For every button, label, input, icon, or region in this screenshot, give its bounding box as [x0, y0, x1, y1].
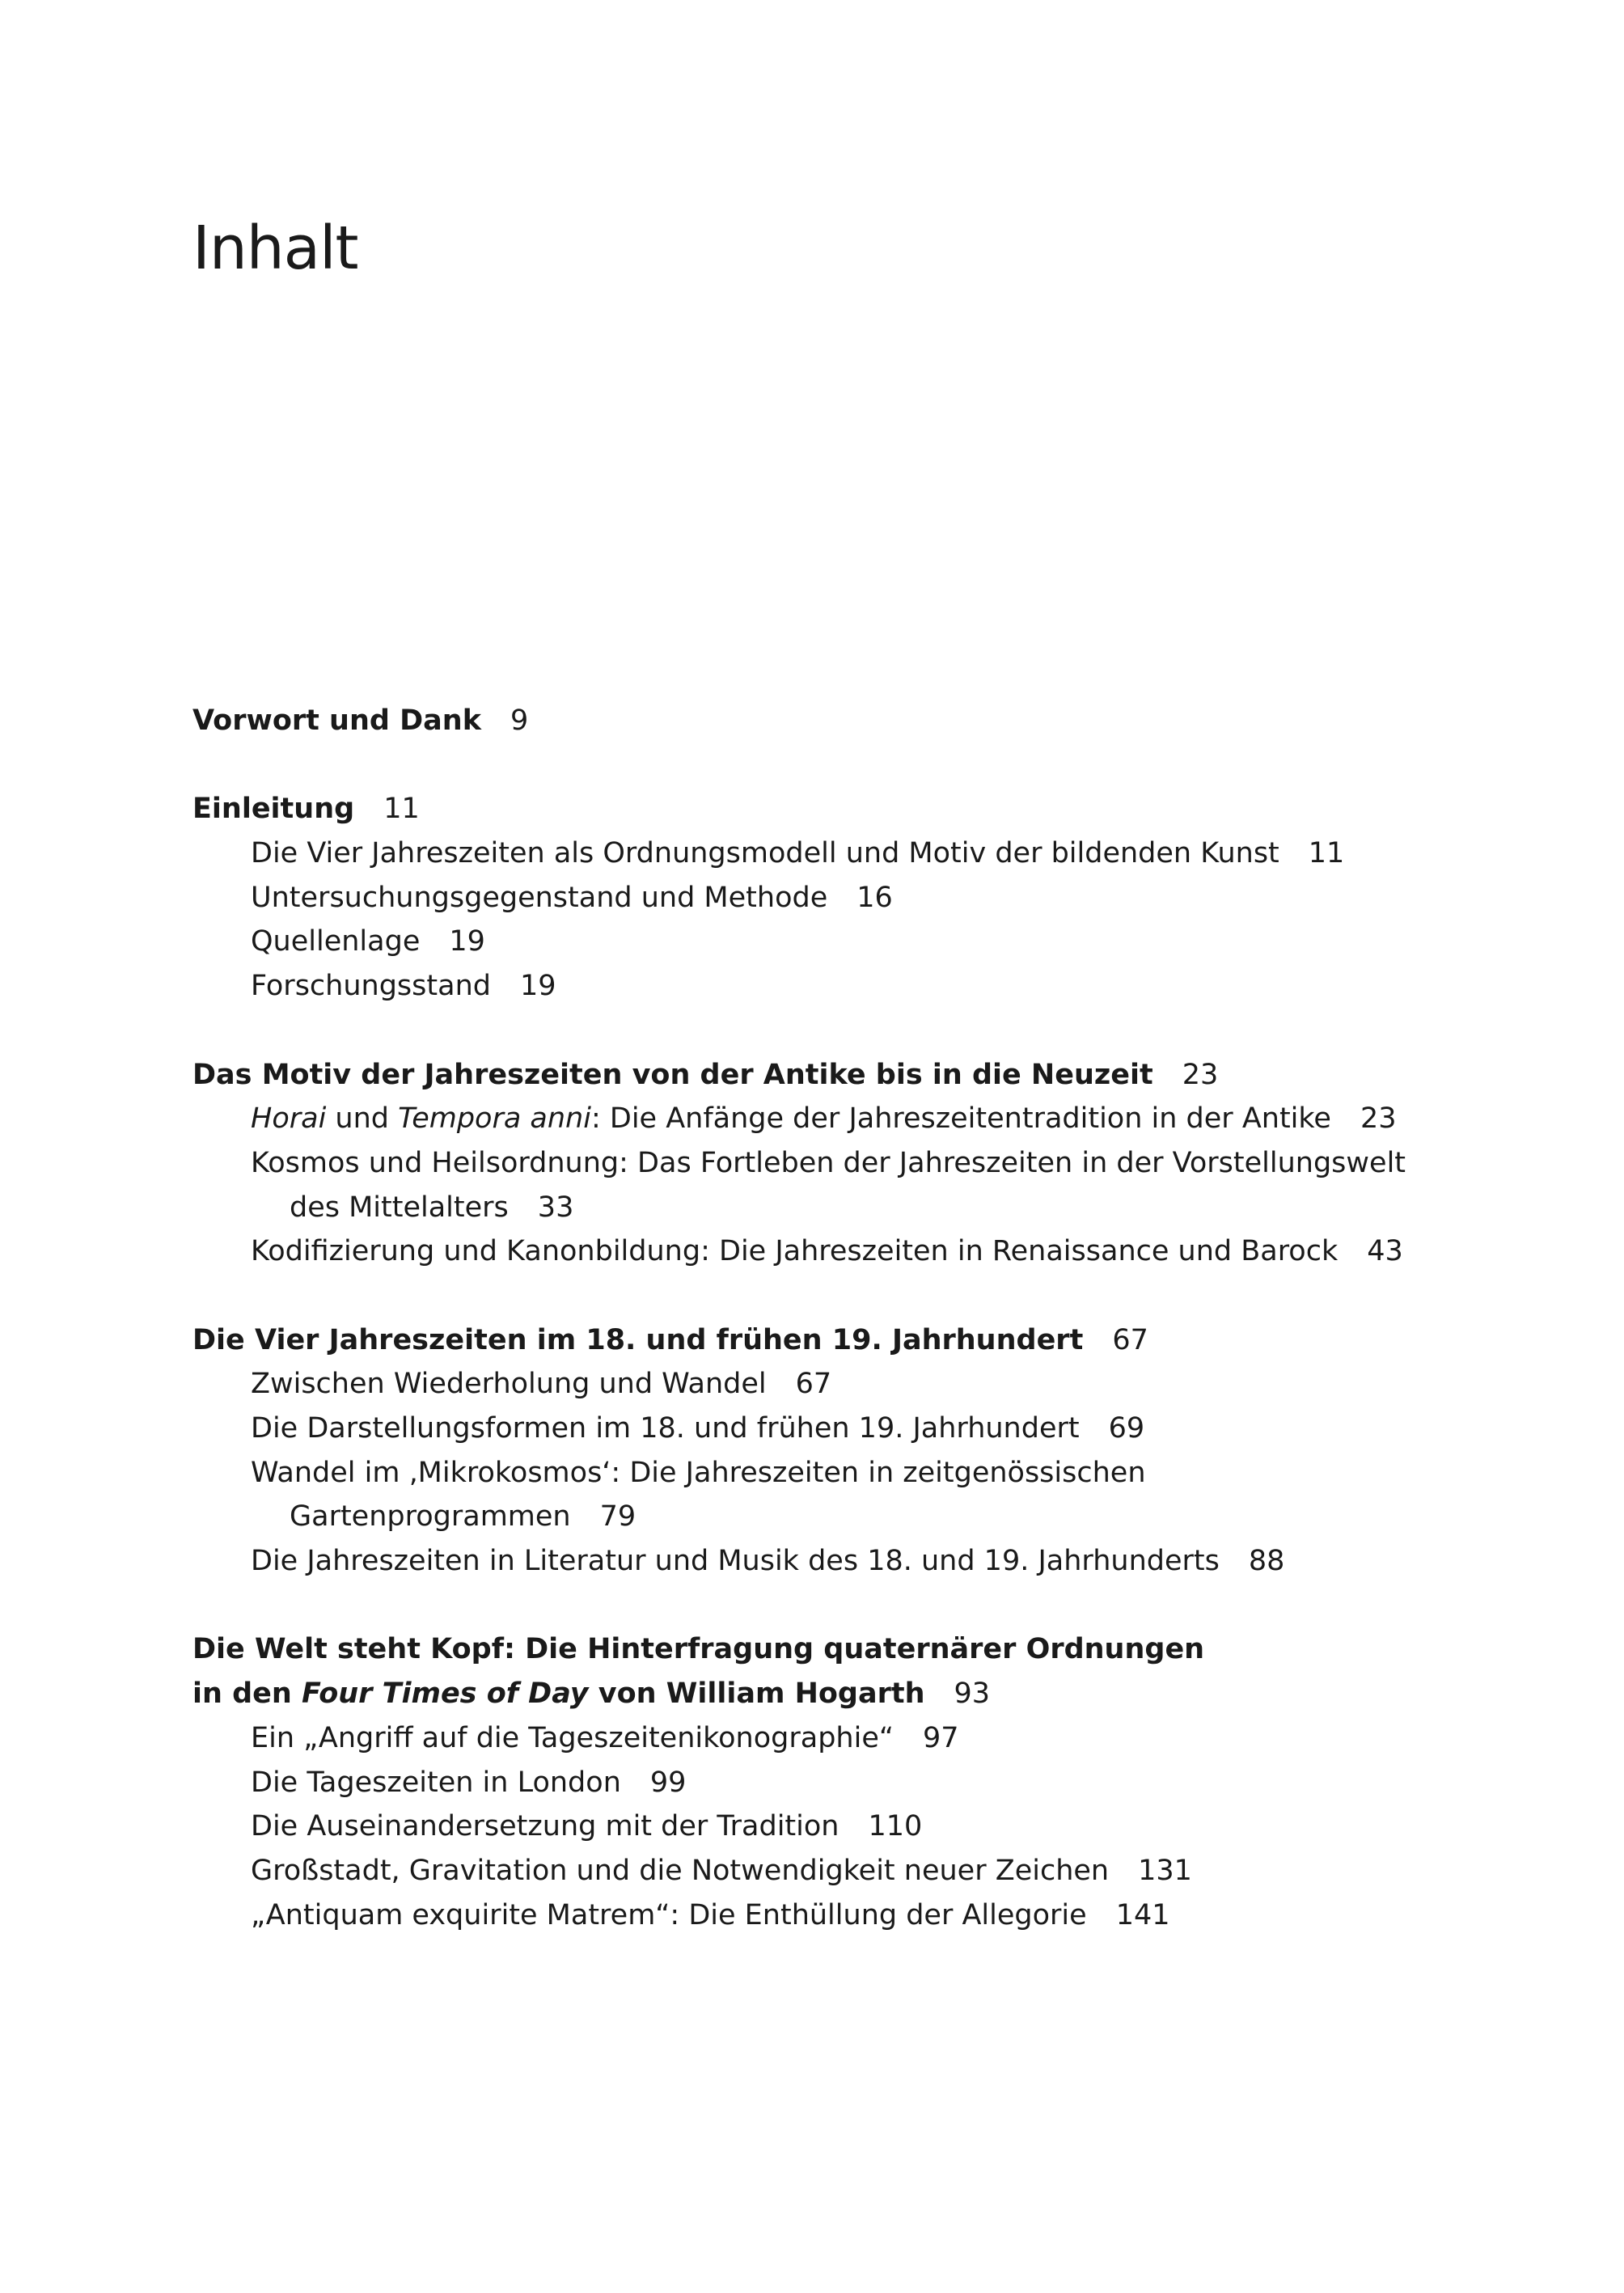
- table-of-contents: [192, 699, 1567, 1937]
- toc-page-number: 9: [510, 704, 529, 737]
- toc-chapter-vier-jahreszeiten[interactable]: [192, 1318, 1567, 1363]
- toc-entry-title: : Die Anfänge der Jahreszeitentradition in der Antike: [590, 1102, 1331, 1136]
- toc-page-number: 23: [1360, 1102, 1397, 1136]
- toc-entry-title: und: [326, 1102, 399, 1136]
- toc-section[interactable]: [192, 876, 1567, 920]
- toc-section[interactable]: [192, 1761, 1567, 1805]
- toc-chapter-continuation[interactable]: [192, 1672, 1567, 1716]
- toc-page-number: 69: [1108, 1412, 1145, 1445]
- toc-section[interactable]: [192, 964, 1567, 1009]
- toc-entry-title: Vorwort und Dank: [192, 704, 481, 737]
- toc-page-number: 23: [1182, 1058, 1219, 1091]
- toc-entry-title: Kosmos und Heilsordnung: Das Fortleben der Jahreszeiten in der Vorstellungswelt: [251, 1146, 1406, 1179]
- toc-section[interactable]: [192, 1716, 1567, 1761]
- toc-chapter-einleitung[interactable]: [192, 787, 1567, 831]
- toc-chapter-vorwort[interactable]: [192, 699, 1567, 743]
- toc-section[interactable]: [192, 1804, 1567, 1849]
- toc-section-continuation[interactable]: [192, 1186, 1567, 1230]
- toc-page-number: 99: [649, 1766, 687, 1799]
- toc-section[interactable]: [192, 1097, 1567, 1141]
- toc-page-number: 93: [954, 1677, 991, 1711]
- toc-section[interactable]: [192, 1539, 1567, 1584]
- toc-section[interactable]: [192, 920, 1567, 964]
- toc-page-number: 88: [1248, 1545, 1285, 1578]
- toc-entry-title: Das Motiv der Jahreszeiten von der Antike bis in die Neuzeit: [192, 1058, 1153, 1091]
- toc-entry-title-italic: Four Times of Day: [302, 1677, 589, 1711]
- toc-entry-title: Die Darstellungsformen im 18. und frühen 19. Jahrhundert: [251, 1412, 1080, 1445]
- toc-entry-title-italic: Horai: [251, 1102, 327, 1136]
- toc-section[interactable]: [192, 1362, 1567, 1407]
- toc-page-number: 19: [449, 925, 485, 958]
- toc-entry-title: Einleitung: [192, 793, 355, 826]
- toc-chapter-motiv[interactable]: [192, 1053, 1567, 1098]
- toc-page-number: 110: [868, 1810, 923, 1843]
- toc-page-number: 79: [599, 1500, 636, 1534]
- toc-section[interactable]: [192, 831, 1567, 876]
- toc-page-number: 97: [923, 1721, 959, 1754]
- toc-entry-title: Wandel im ‚Mikrokosmos‘: Die Jahreszeiten in zeitgenössischen: [251, 1456, 1146, 1489]
- toc-entry-title: Die Auseinandersetzung mit der Tradition: [251, 1810, 839, 1843]
- toc-section[interactable]: [192, 1407, 1567, 1451]
- toc-entry-title: „Antiquam exquirite Matrem“: Die Enthüllung der Allegorie: [251, 1898, 1087, 1931]
- toc-page-number: 16: [856, 881, 893, 914]
- toc-entry-title: des Mittelalters: [290, 1191, 509, 1224]
- toc-page-number: 141: [1115, 1898, 1170, 1931]
- toc-page-number: 11: [1308, 837, 1345, 870]
- page-title: Inhalt: [192, 214, 358, 283]
- toc-entry-title: Die Vier Jahreszeiten im 18. und frühen 19. Jahrhundert: [192, 1323, 1084, 1356]
- toc-section-continuation[interactable]: [192, 1495, 1567, 1539]
- toc-entry-title-italic: Tempora anni: [398, 1102, 591, 1136]
- toc-page-number: 67: [1112, 1323, 1148, 1356]
- toc-entry-title: Zwischen Wiederholung und Wandel: [251, 1368, 767, 1401]
- toc-entry-title: Die Tageszeiten in London: [251, 1766, 621, 1799]
- toc-page-number: 67: [795, 1368, 832, 1401]
- toc-page-number: 131: [1138, 1854, 1192, 1887]
- toc-page-number: 43: [1367, 1235, 1403, 1268]
- toc-entry-title: Kodifizierung und Kanonbildung: Die Jahreszeiten in Renaissance und Barock: [251, 1235, 1339, 1268]
- toc-page-number: 19: [519, 970, 556, 1003]
- toc-section[interactable]: [192, 1849, 1567, 1893]
- toc-entry-title: Großstadt, Gravitation und die Notwendigkeit neuer Zeichen: [251, 1854, 1110, 1887]
- toc-entry-title: von William Hogarth: [588, 1677, 925, 1711]
- toc-entry-title: Quellenlage: [251, 925, 421, 958]
- toc-entry-title: Die Vier Jahreszeiten als Ordnungsmodell und Motiv der bildenden Kunst: [251, 837, 1279, 870]
- toc-section[interactable]: [192, 1451, 1567, 1496]
- toc-entry-title: Ein „Angriff auf die Tageszeitenikonographie“: [251, 1721, 894, 1754]
- toc-section[interactable]: [192, 1141, 1567, 1186]
- toc-section[interactable]: [192, 1893, 1567, 1938]
- toc-entry-title: in den: [192, 1677, 302, 1711]
- toc-entry-title: Die Jahreszeiten in Literatur und Musik des 18. und 19. Jahrhunderts: [251, 1545, 1220, 1578]
- toc-page-number: 11: [383, 793, 420, 826]
- toc-page-number: 33: [537, 1191, 574, 1224]
- toc-chapter-welt-steht-kopf[interactable]: [192, 1627, 1567, 1672]
- toc-entry-title: Die Welt steht Kopf: Die Hinterfragung quaternärer Ordnungen: [192, 1633, 1205, 1666]
- toc-entry-title: Forschungsstand: [251, 970, 491, 1003]
- toc-entry-title: Untersuchungsgegenstand und Methode: [251, 881, 828, 914]
- toc-section[interactable]: [192, 1229, 1567, 1274]
- toc-entry-title: Gartenprogrammen: [290, 1500, 571, 1534]
